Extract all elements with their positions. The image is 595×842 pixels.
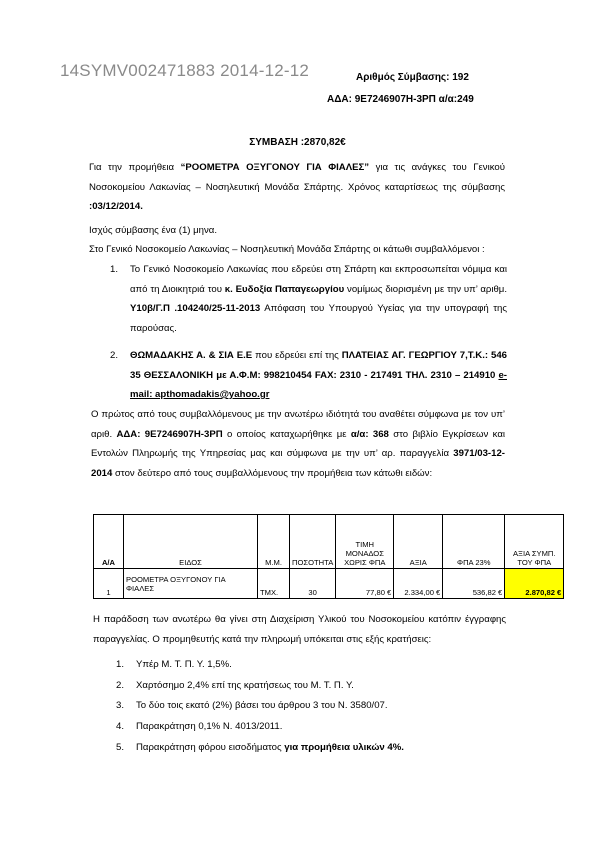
table-header-row (94, 515, 564, 569)
deduction-item: Χαρτόσημο 2,4% επί της κρατήσεως του Μ. Τ. Π. Υ. (136, 680, 354, 691)
col-unit: Μ.Μ. (258, 515, 290, 569)
col-total: ΑΞΙΑ ΣΥΜΠ. ΤΟΥ ΦΠΑ (505, 515, 564, 569)
contract-number: Αριθμός Σύμβασης: 192 (356, 72, 469, 83)
validity-line: Ισχύς σύμβασης ένα (1) μηνα. (89, 225, 218, 236)
cell-vat: 536,82 € (443, 569, 505, 599)
deduction-item: Παρακράτηση φόρου εισοδήματος για προμήθεια υλικών 4%. (136, 742, 404, 753)
col-price: ΤΙΜΗ ΜΟΝΑΔΟΣ ΧΩΡΙΣ ΦΠΑ (336, 515, 394, 569)
deduction-item: Το δύο τοις εκατό (2%) βάσει του άρθρου 3 του Ν. 3580/07. (136, 700, 388, 711)
party2-text: ΘΩΜΑΔΑΚΗΣ Α. & ΣΙΑ Ε.Ε που εδρεύει επί της ΠΛΑΤΕΙΑΣ ΑΓ. ΓΕΩΡΓΙΟΥ 7,Τ.Κ.: 546 35 ΘΕΣΣΑΛΟΝΙΚΗ με Α.Φ.Μ: 998210454 FAX: 2310 - 217491 ΤΗΛ. 2310 – 214910 e-mail: apthomadakis@yahoo.gr (130, 350, 508, 400)
cell-value: 2.334,00 € (394, 569, 443, 599)
items-table (93, 514, 564, 599)
parties-line: Στο Γενικό Νοσοκομείο Λακωνίας – Νοσηλευτική Μονάδα Σπάρτης οι κάτωθι συμβαλλόμενοι : (89, 244, 485, 255)
party2-number: 2. (110, 350, 119, 361)
deduction-number: 1. (116, 659, 125, 670)
document-stamp: 14SYMV002471883 2014-12-12 (60, 61, 310, 80)
intro-paragraph: Για την προμήθεια “ΡΟΟΜΕΤΡΑ ΟΞΥΓΟΝΟΥ ΓΙΑ ΦΙΑΛΕΣ” για τις ανάγκες του Γενικού Νοσοκομείου Λακωνίας – Νοσηλευτική Μονάδα Σπάρτης. Χρόνος καταρτίσεως της σύμβασης :03/12/2014. (89, 162, 505, 212)
party1-number: 1. (110, 264, 119, 275)
product-name: “ΡΟΟΜΕΤΡΑ ΟΞΥΓΟΝΟΥ ΓΙΑ ΦΙΑΛΕΣ” (180, 162, 370, 173)
deduction-number: 3. (116, 700, 125, 711)
col-vat: ΦΠΑ 23% (443, 515, 505, 569)
col-aa: Α/Α (94, 515, 124, 569)
col-qty: ΠΟΣΟΤΗΤΑ (290, 515, 336, 569)
deduction-item: Παρακράτηση 0,1% Ν. 4013/2011. (136, 721, 283, 732)
document-title: ΣΥΜΒΑΣΗ :2870,82€ (249, 137, 346, 148)
cell-unit: ΤΜΧ. (258, 569, 290, 599)
deduction-item: Υπέρ Μ. Τ. Π. Υ. 1,5%. (136, 659, 232, 670)
cell-aa: 1 (94, 569, 124, 599)
assignment-paragraph: Ο πρώτος από τους συμβαλλόμενους με την ανωτέρω ιδιότητά του αναθέτει σύμφωνα με τον υπ’ αριθ. ΑΔΑ: 9Ε7246907Η-3ΡΠ ο οποίος καταχωρήθηκε με α/α: 368 στο βιβλίο Εγκρίσεων και Εντολών Πληρωμής της Υπηρεσίας μας και σύμφωνα με την υπ’ αρ. παραγγελία 3971/03-12-2014 στον δεύτερο από τους συμβαλλόμενους την προμήθεια των κάτωθι ειδών: (91, 409, 506, 479)
deduction-number: 5. (116, 742, 125, 753)
cell-price: 77,80 € (336, 569, 394, 599)
table-row (94, 569, 564, 599)
delivery-paragraph: Η παράδοση των ανωτέρω θα γίνει στη Διαχείριση Υλικού του Νοσοκομείου κατόπιν έγγραφης παραγγελίας. Ο προμηθευτής κατά την πληρωμή υπόκειται στις εξής κρατήσεις: (93, 614, 506, 645)
deduction-number: 2. (116, 680, 125, 691)
cell-total: 2.870,82 € (505, 569, 564, 599)
party1-text: Το Γενικό Νοσοκομείο Λακωνίας που εδρεύει στη Σπάρτη και εκπροσωπείται νόμιμα και από τη Διοικητριά του κ. Ευδοξία Παπαγεωργίου νομίμως διορισμένη με την υπ’ αριθμ. Υ10β/Γ.Π .104240/25-11-2013 Απόφαση του Υπουργού Υγείας για την υπογραφή της παρούσας. (130, 264, 507, 334)
ada-number: ΑΔΑ: 9Ε7246907Η-3ΡΠ α/α:249 (327, 94, 474, 105)
supplier-email: e-mail: apthomadakis@yahoo.gr (130, 369, 507, 400)
col-value: ΑΞΙΑ (394, 515, 443, 569)
cell-item: ΡΟΟΜΕΤΡΑ ΟΞΥΓΟΝΟΥ ΓΙΑ ΦΙΑΛΕΣ (124, 569, 258, 599)
cell-qty: 30 (290, 569, 336, 599)
contract-date: :03/12/2014. (89, 201, 143, 212)
deduction-number: 4. (116, 721, 125, 732)
col-item: ΕΙΔΟΣ (124, 515, 258, 569)
